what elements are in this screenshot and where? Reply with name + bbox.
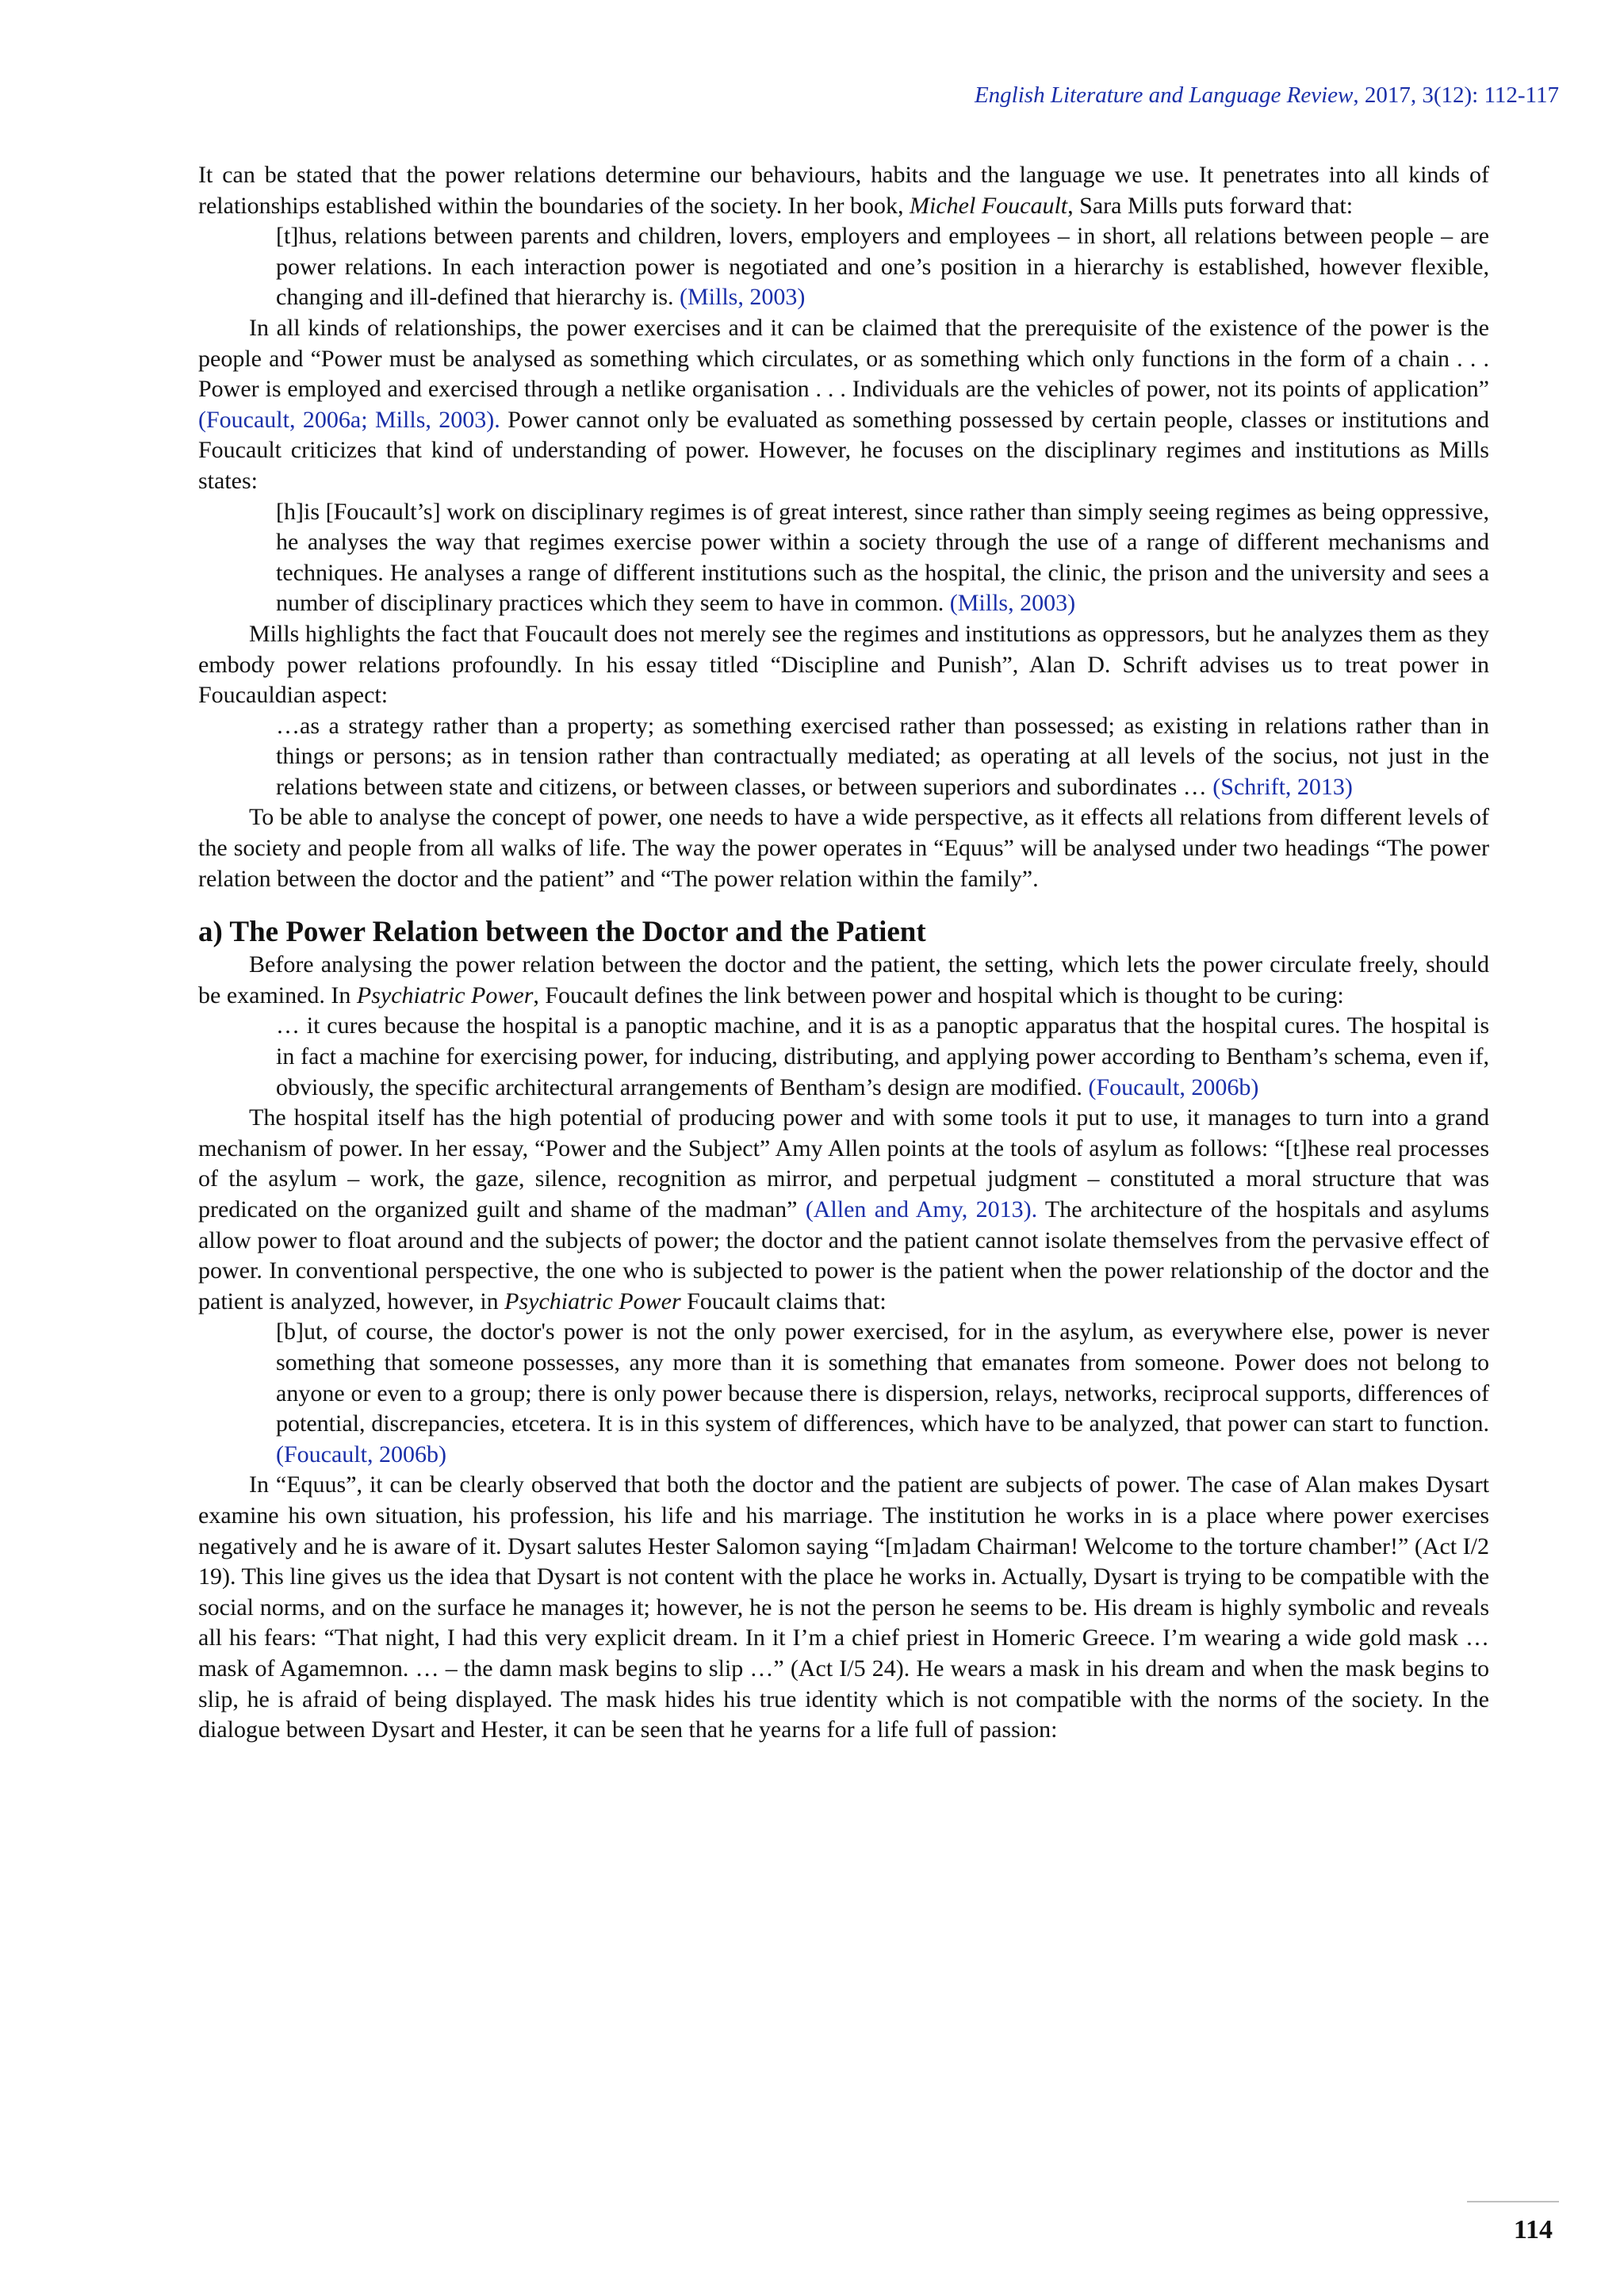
paragraph [198,313,1489,497]
footer-divider [1467,2201,1559,2202]
paragraph-text: In all kinds of relationships, the power exercises and it can be claimed that the prerequisite of the existence of the power is the people and “Power must be analysed as something which circulates, or as something which only functions in the form of a chain . . . Power is employed and exercised through a netlike organisation . . . Individuals are the vehicles of power, not its points of application” [198,314,1489,403]
quote-text: … it cures because the hospital is a panoptic machine, and it is as a panoptic apparatus that the hospital cures. The hospital is in fact a machine for exercising power, for inducing, distributing, and applying power according to Bentham’s schema, even if, obviously, the specific architectural arrangements of Bentham’s design are modified. [276,1012,1489,1100]
block-quote [276,221,1489,313]
quote-text: [h]is [Foucault’s] work on disciplinary regimes is of great interest, since rather than simply seeing regimes as being oppressive, he analyses the way that regimes exercise power within a society through the use of a range of different mechanisms and techniques. He analyses a range of different institutions such as the hospital, the clinic, the prison and the university and sees a number of disciplinary practices which they seem to have in common. [276,498,1489,617]
quote-text: …as a strategy rather than a property; as something exercised rather than possessed; as existing in relations rather than in things or persons; as in tension rather than contractually mediated; as operating at all levels of the socius, not just in the relations between state and citizens, or between classes, or between superiors and subordinates … [276,712,1489,800]
citation-link[interactable]: (Allen and Amy, 2013). [805,1196,1038,1223]
journal-title: English Literature and Language Review [974,82,1354,108]
paragraph-text: In “Equus”, it can be clearly observed that both the doctor and the patient are subjects of power. The case of Alan makes Dysart examine his own situation, his profession, his life and his marriage. The institution he works in is a place where power exercises negatively and he is aware of it. Dysart salutes Hester Salomon saying “[m]adam Chairman! Welcome to the torture chamber!” (Act I/2 19). This line gives us the idea that Dysart is not content with the place he works in. Actually, Dysart is trying to be compatible with the social norms, and on the surface he manages it; however, he is not the person he seems to be. His dream is highly symbolic and reveals all his fears: “That night, I had this very explicit dream. In it I’m a chief priest in Homeric Greece. I’m wearing a wide gold mask … mask of Agamemnon. … – the damn mask begins to slip …” (Act I/5 24). He wears a mask in his dream and when the mask begins to slip, he is afraid of being displayed. The mask hides his true identity which is not compatible with the norms of the society. In the dialogue between Dysart and Hester, it can be seen that he yearns for a life full of passion: [198,1471,1490,1743]
citation-link[interactable]: (Foucault, 2006b) [276,1441,446,1468]
paragraph [198,1470,1489,1745]
quote-text: [t]hus, relations between parents and children, lovers, employers and employees – in short, all relations between people – are power relations. In each interaction power is negotiated and one’s position in a hierarchy is established, however flexible, changing and ill-defined that hierarchy is. [276,223,1489,311]
paragraph-text: Power cannot only be evaluated as something possessed by certain people, classes or institutions and Foucault criticizes that kind of understanding of power. However, he focuses on the disciplinary regimes and institutions as Mills states: [198,406,1489,494]
section-heading: a) The Power Relation between the Doctor and the Patient [198,916,926,949]
book-title: Psychiatric Power [504,1288,681,1314]
journal-citation: , 2017, 3(12): 112-117 [1353,82,1559,108]
citation-link[interactable]: (Mills, 2003) [680,284,806,311]
paragraph [198,802,1489,894]
body-text [198,160,1489,1746]
paragraph-text: To be able to analyse the concept of power, one needs to have a wide perspective, as it effects all relations from different levels of the society and people from all walks of life. The way the power operates in “Equus” will be analysed under two headings “The power relation between the doctor and the patient” and “The power relation within the family”. [198,804,1489,892]
block-quote [276,1317,1489,1470]
citation-link[interactable]: (Foucault, 2006b) [1088,1073,1259,1100]
quote-text: [b]ut, of course, the doctor's power is not the only power exercised, for in the asylum, as everywhere else, power is never something that someone possesses, any more than it is something that emanates from someone. Power does not belong to anyone or even to a group; there is only power because there is dispersion, relays, networks, reciprocal supports, differences of potential, discrepancies, etcetera. It is in this system of differences, which have to be analyzed, that power can start to function. [276,1318,1489,1437]
citation-link[interactable]: (Foucault, 2006a; Mills, 2003). [198,406,500,433]
citation-link[interactable]: (Schrift, 2013) [1212,773,1353,800]
paragraph [198,160,1489,221]
citation-link[interactable]: (Mills, 2003) [949,590,1076,617]
paragraph-text: The hospital itself has the high potential of producing power and with some tools it put to use, it manages to turn into a grand mechanism of power. In her essay, “Power and the Subject” Amy Allen points at the tools of asylum as follows: “[t]hese real processes of the asylum – work, the gaze, silence, recognition as mirror, and perpetual judgment – constituted a moral structure that was predicated on the organized guilt and shame of the madman” [198,1104,1489,1223]
book-title: Michel Foucault [910,192,1068,219]
running-header [975,82,1559,109]
book-title: Psychiatric Power [356,982,534,1008]
paragraph [198,950,1489,1011]
paragraph-text: , Sara Mills puts forward that: [1067,192,1354,219]
paragraph-text: The architecture of the hospitals and asylums allow power to float around and the subjects of power; the doctor and the patient cannot isolate themselves from the pervasive effect of power. In conventional perspective, the one who is subjected to power is the patient when the power relationship of the doctor and the patient is analyzed, however, in [198,1196,1490,1314]
paragraph-text: Before analysing the power relation between the doctor and the patient, the setting, which lets the power circulate freely, should be examined. In [198,951,1489,1008]
block-quote [276,711,1489,803]
block-quote [276,1011,1489,1103]
page-number: 114 [1513,2215,1553,2244]
block-quote [276,497,1489,619]
paragraph-text: , Foucault defines the link between power and hospital which is thought to be curing: [533,982,1344,1008]
paragraph-text: Mills highlights the fact that Foucault does not merely see the regimes and institutions as oppressors, but he analyzes them as they embody power relations profoundly. In his essay titled “Discipline and Punish”, Alan D. Schrift advises us to treat power in Foucauldian aspect: [198,620,1489,709]
paragraph-text: It can be stated that the power relations determine our behaviours, habits and the language we use. It penetrates into all kinds of relationships established within the boundaries of the society. In her book, [198,162,1489,219]
paragraph [198,619,1489,711]
paragraph [198,1103,1489,1317]
paragraph-text: Foucault claims that: [680,1288,887,1314]
